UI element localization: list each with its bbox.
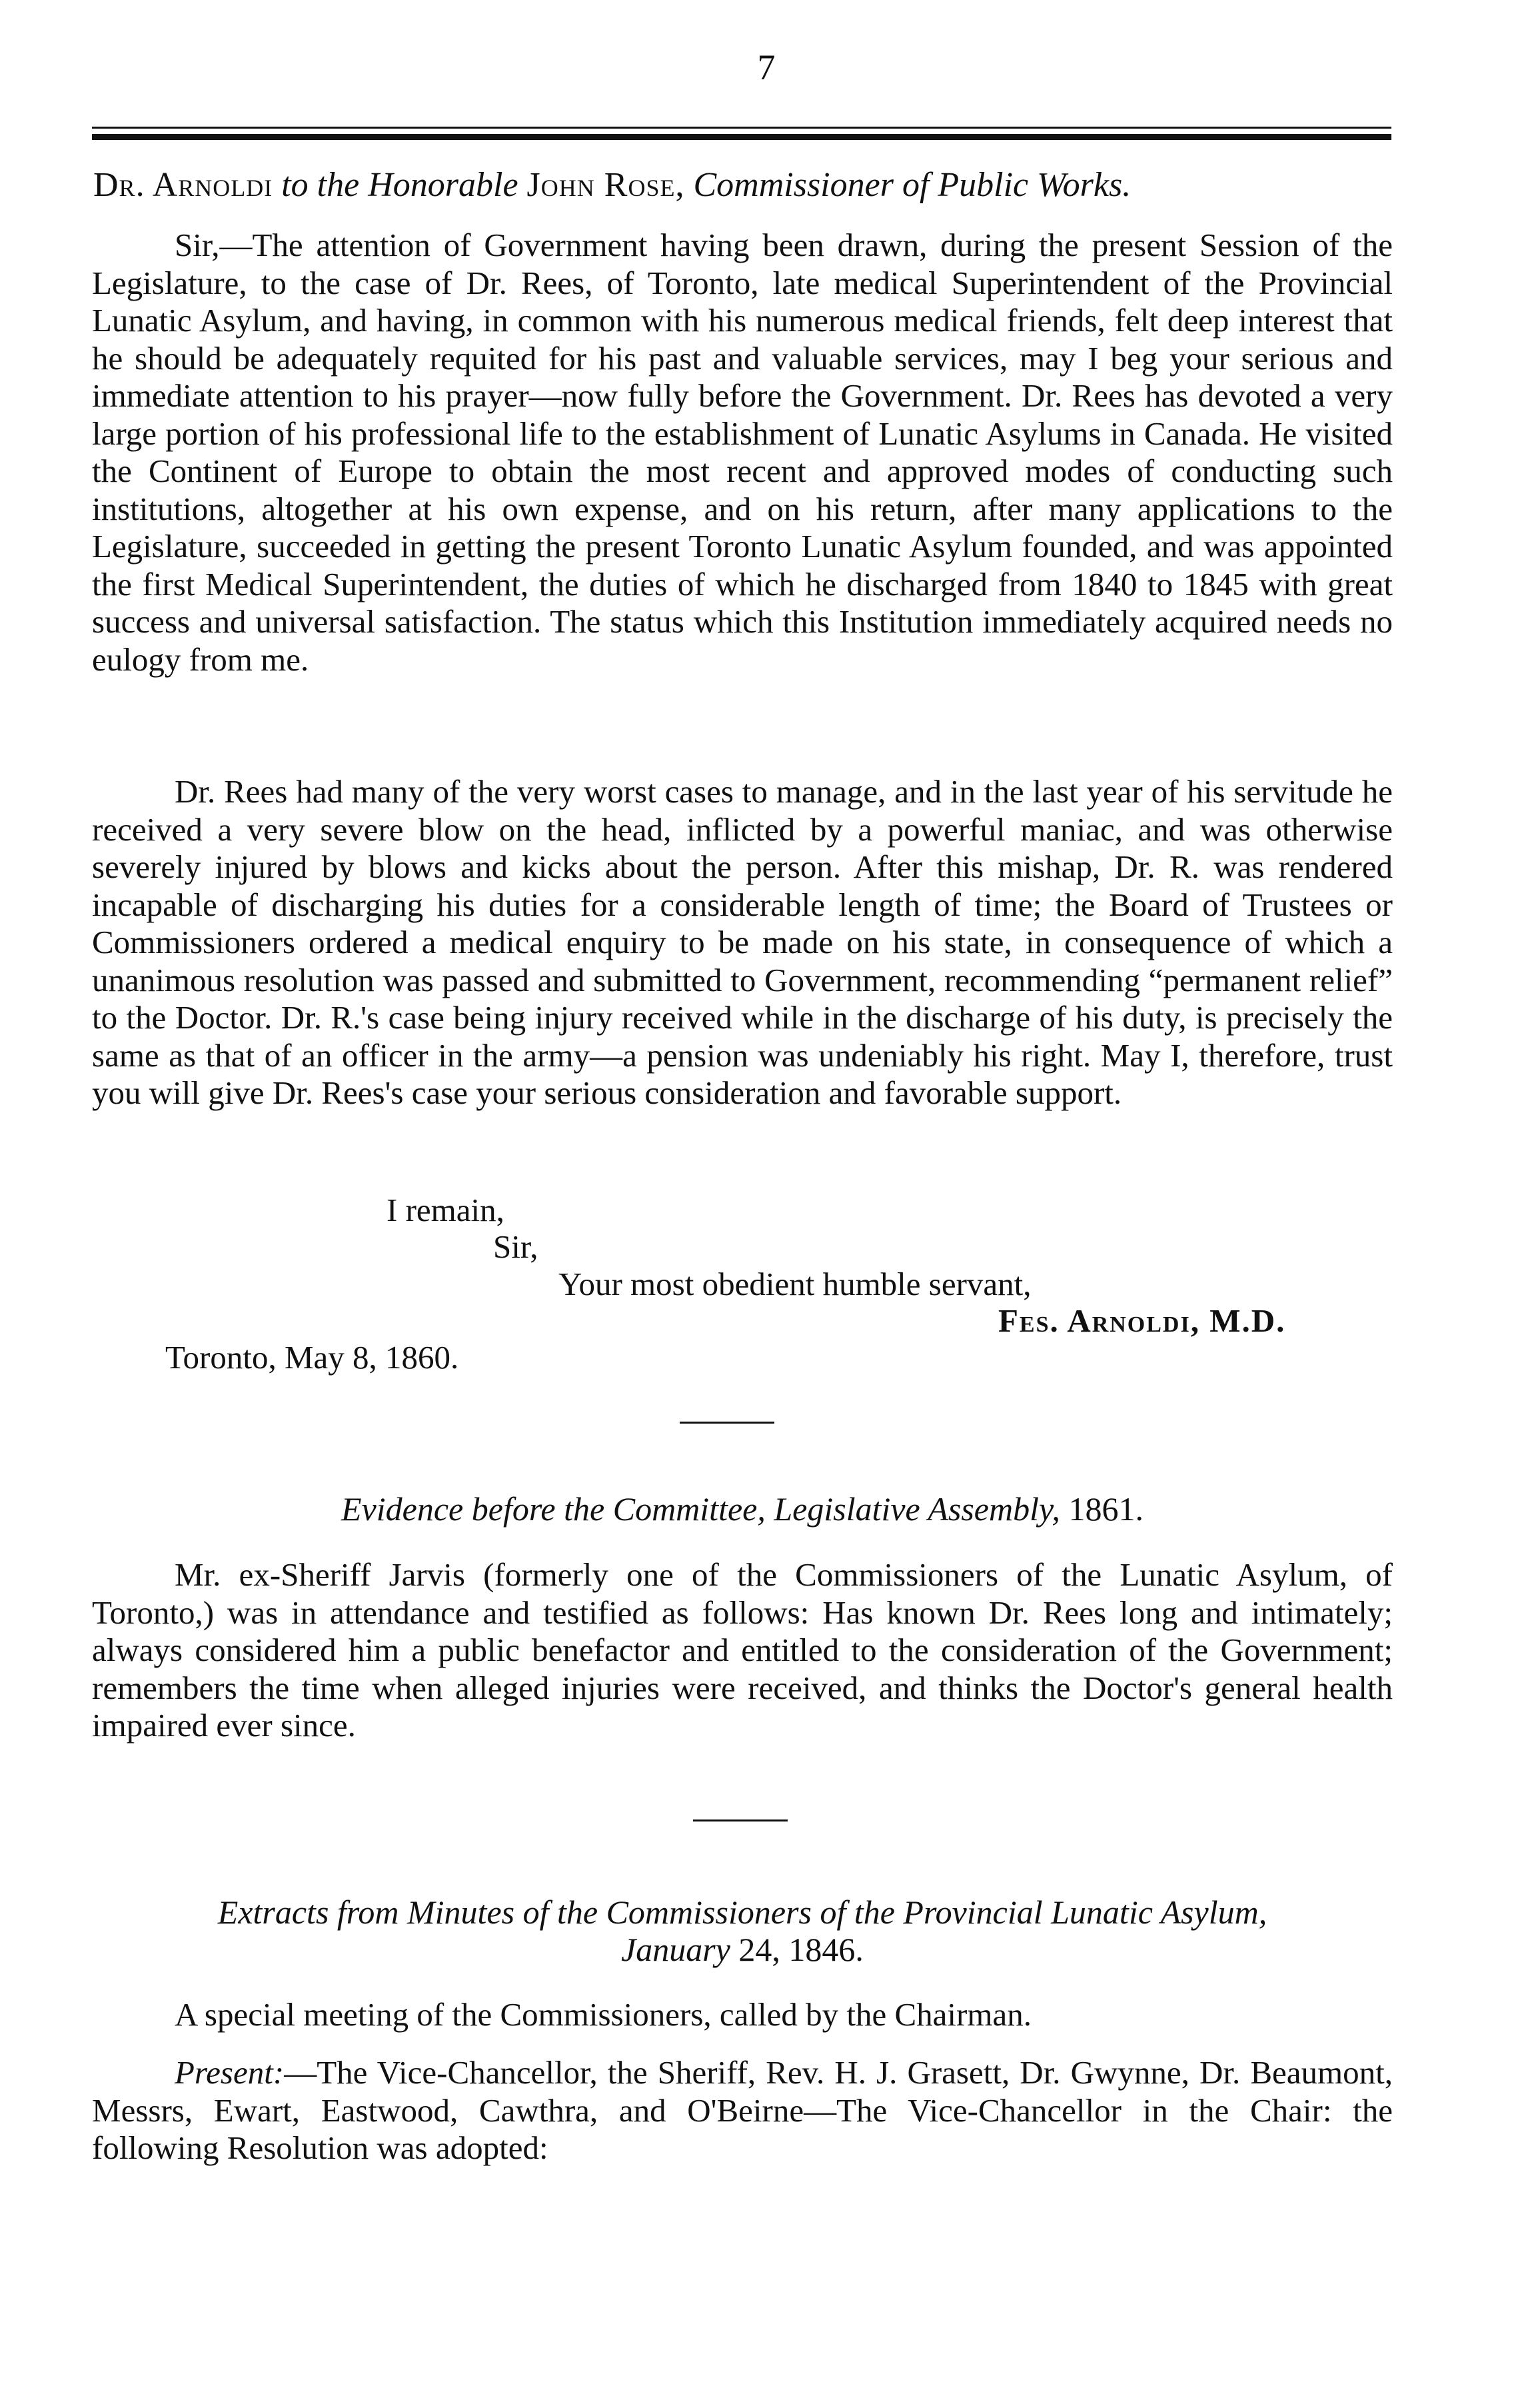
- evidence-paragraph-block: [92, 1556, 1393, 1745]
- letter-recipient: John Rose,: [526, 166, 685, 204]
- page-number: 7: [757, 47, 776, 87]
- letter-paragraph-2: Dr. Rees had many of the very worst cases to manage, and in the last year of his servitude he received a very severe blow on the head, inflicted by a powerful maniac, and was otherwise severely injured by blows and kicks about the person. After this mishap, Dr. R. was rendered incapable of discharging his duties for a considerable length of time; the Board of Trustees or Commissioners ordered a medical enquiry to be made on his state, in consequence of which a unanimous resolution was passed and submitted to Government, recommending “permanent relief” to the Doctor. Dr. R.'s case being injury received while in the discharge of his duty, is precisely the same as that of an officer in the army—a pension was undeniably his right. May I, therefore, trust you will give Dr. Rees's case your serious consideration and favorable support.: [92, 773, 1393, 1111]
- letter-heading: [93, 165, 1426, 205]
- minutes-heading-line-2: [92, 1930, 1393, 1969]
- minutes-paragraph-1-block: [92, 1996, 1393, 2034]
- letter-recipient-role: Commissioner of Public Works.: [693, 166, 1132, 204]
- minutes-heading-line-1: Extracts from Minutes of the Commissioners of the Provincial Lunatic Asylum,: [217, 1893, 1267, 1931]
- letter-paragraph-2-block: [92, 773, 1393, 1112]
- letter-to: to the Honorable: [281, 166, 518, 204]
- place-date: Toronto, May 8, 1860.: [165, 1339, 459, 1376]
- signature: Fes. Arnoldi, M.D.: [998, 1302, 1286, 1339]
- minutes-heading-month: January: [621, 1931, 730, 1968]
- header-double-rule: [92, 127, 1391, 129]
- minutes-paragraph-1: A special meeting of the Commissioners, called by the Chairman.: [175, 1996, 1032, 2033]
- evidence-heading-year: 1861.: [1068, 1490, 1144, 1528]
- evidence-heading: [92, 1490, 1393, 1528]
- closing-servant: Your most obedient humble servant,: [558, 1266, 1032, 1302]
- letter-author: Dr. Arnoldi: [93, 166, 273, 204]
- letter-paragraph-1: Sir,—The attention of Government having been drawn, during the present Session of the Legislature, to the case of Dr. Rees, of Toronto, late medical Superintendent of the Provincial Lunatic Asylum, and having, in common with his numerous medical friends, felt deep interest that he should be adequately requited for his past and valuable services, may I beg your serious and immediate attention to his prayer—now fully before the Government. Dr. Rees has devoted a very large portion of his professional life to the establishment of Lunatic Asylums in Canada. He visited the Continent of Europe to obtain the most recent and approved modes of conducting such institutions, altogether at his own expense, and on his return, after many applications to the Legislature, succeeded in getting the present Toronto Lunatic Asylum founded, and was appointed the first Medical Superintendent, the duties of which he discharged from 1840 to 1845 with great success and universal satisfaction. The status which this Institution immediately acquired needs no eulogy from me.: [92, 227, 1393, 678]
- minutes-paragraph-2-block: [92, 2054, 1393, 2167]
- section-divider-1: [680, 1422, 774, 1424]
- present-label: Present:: [175, 2054, 285, 2091]
- minutes-heading-date: 24, 1846.: [738, 1931, 864, 1968]
- evidence-paragraph: Mr. ex-Sheriff Jarvis (formerly one of the Commissioners of the Lunatic Asylum, of Toronto,) was in attendance and testified as follows: Has known Dr. Rees long and intimately; always considered him a public benefactor and entitled to the consideration of the Government; remembers the time when alleged injuries were received, and thinks the Doctor's general health impaired ever since.: [92, 1556, 1393, 1744]
- section-divider-2: [693, 1819, 788, 1821]
- minutes-paragraph-2: [92, 2054, 1393, 2167]
- present-list: —The Vice-Chancellor, the Sheriff, Rev. H. J. Grasett, Dr. Gwynne, Dr. Beaumont, Messrs, Ewart, Eastwood, Cawthra, and O'Beirne—The Vice-Chancellor in the Chair: the following Resolution was adopted:: [92, 2054, 1393, 2166]
- letter-paragraph-1-block: [92, 227, 1393, 678]
- closing-sir: Sir,: [493, 1228, 538, 1265]
- evidence-heading-text: Evidence before the Committee, Legislative Assembly,: [341, 1490, 1060, 1528]
- closing-remain: I remain,: [386, 1192, 504, 1228]
